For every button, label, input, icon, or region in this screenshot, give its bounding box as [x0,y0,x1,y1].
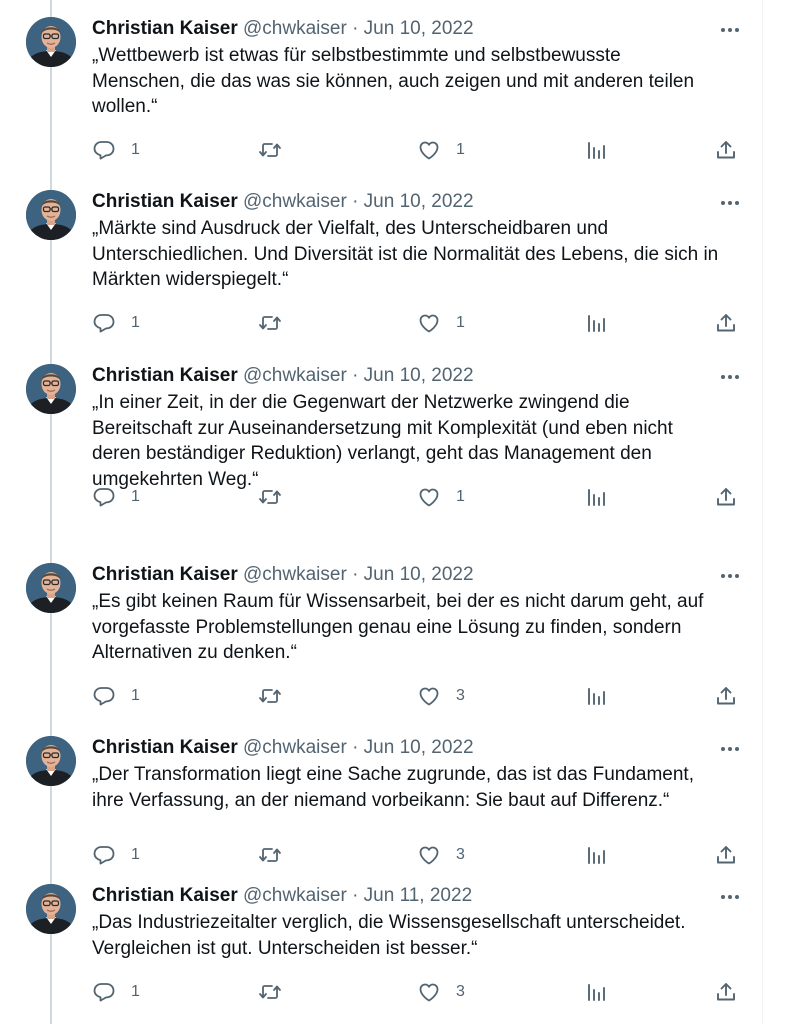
like-button[interactable] [417,485,465,509]
author-name[interactable]: Christian Kaiser [92,191,238,212]
tweet[interactable] [0,546,762,719]
retweet-icon [258,138,282,162]
tweet[interactable] [0,867,762,1024]
share-icon [714,843,738,867]
tweet-text: „In einer Zeit, in der die Gegenwart der Netzwerke zwingend die Bereitschaft zur Auseinandersetzung mit Komplexität (und eben nicht deren beständiger Reduktion) verlangt, geht das Management den umgekehrten Weg.“ [92,392,673,490]
retweet-icon [258,843,282,867]
share-button[interactable] [714,980,738,1004]
analytics-icon [584,485,608,509]
tweet-header [92,16,474,42]
avatar[interactable] [26,17,76,67]
tweet-header [92,189,474,215]
share-icon [714,485,738,509]
more-dots-icon[interactable] [718,887,742,907]
header-separator: · [352,885,359,906]
analytics-icon [584,843,608,867]
reply-icon [92,980,116,1004]
heart-icon [417,311,441,335]
timeline-border [762,0,763,1024]
more-dots-icon[interactable] [718,739,742,759]
avatar[interactable] [26,364,76,414]
analytics-icon [584,311,608,335]
tweet-date[interactable]: Jun 11, 2022 [363,885,473,906]
avatar[interactable] [26,563,76,613]
tweet-text: „Das Industriezeitalter verglich, die Wissensgesellschaft unterscheidet. Vergleichen ist gut. Unterscheiden ist besser.“ [92,912,686,959]
tweet-header [92,735,474,761]
retweet-button[interactable] [258,138,282,162]
retweet-icon [258,311,282,335]
share-icon [714,684,738,708]
share-icon [714,980,738,1004]
tweet[interactable] [0,347,762,546]
author-name[interactable]: Christian Kaiser [92,564,238,585]
tweet-date[interactable]: Jun 10, 2022 [363,191,474,212]
reply-icon [92,485,116,509]
views-button[interactable] [584,684,608,708]
share-icon [714,138,738,162]
like-button[interactable] [417,980,465,1004]
tweet-text: „Es gibt keinen Raum für Wissensarbeit, bei der es nicht darum geht, auf vorgefasste Problemstellungen genau eine Lösung zu finden, sondern Alternativen zu denken.“ [92,591,704,663]
share-button[interactable] [714,485,738,509]
views-button[interactable] [584,311,608,335]
tweet-text: „Wettbewerb ist etwas für selbstbestimmte und selbstbewusste Menschen, die das was sie können, auch zeigen und mit anderen teilen wollen.“ [92,45,695,117]
more-dots-icon[interactable] [718,193,742,213]
like-count: 1 [456,488,465,505]
like-button[interactable] [417,684,465,708]
author-name[interactable]: Christian Kaiser [92,885,238,906]
retweet-button[interactable] [258,843,282,867]
header-separator: · [352,18,359,39]
analytics-icon [584,684,608,708]
like-count: 1 [456,141,465,158]
like-button[interactable] [417,138,465,162]
like-count: 1 [456,314,465,331]
reply-icon [92,684,116,708]
author-handle[interactable]: @chwkaiser [243,885,347,906]
header-separator: · [352,564,359,585]
tweet-text: „Der Transformation liegt eine Sache zugrunde, das ist das Fundament, ihre Verfassung, an der niemand vorbeikann: Sie baut auf Differenz.“ [92,764,694,811]
retweet-button[interactable] [258,311,282,335]
retweet-button[interactable] [258,980,282,1004]
reply-button[interactable] [92,980,140,1004]
tweet-header [92,363,474,389]
author-handle[interactable]: @chwkaiser [243,737,347,758]
reply-count: 1 [131,687,140,704]
heart-icon [417,843,441,867]
retweet-button[interactable] [258,485,282,509]
header-separator: · [352,737,359,758]
like-button[interactable] [417,311,465,335]
reply-count: 1 [131,314,140,331]
tweet-header [92,883,472,909]
author-name[interactable]: Christian Kaiser [92,18,238,39]
avatar[interactable] [26,736,76,786]
avatar[interactable] [26,190,76,240]
heart-icon [417,684,441,708]
retweet-icon [258,980,282,1004]
header-separator: · [352,365,359,386]
heart-icon [417,485,441,509]
tweet-date[interactable]: Jun 10, 2022 [363,564,474,585]
author-handle[interactable]: @chwkaiser [243,191,347,212]
header-separator: · [352,191,359,212]
views-button[interactable] [584,138,608,162]
reply-count: 1 [131,488,140,505]
heart-icon [417,138,441,162]
tweet[interactable] [0,719,762,867]
author-handle[interactable]: @chwkaiser [243,564,347,585]
like-count: 3 [456,846,465,863]
author-handle[interactable]: @chwkaiser [243,365,347,386]
more-dots-icon[interactable] [718,566,742,586]
reply-count: 1 [131,846,140,863]
retweet-icon [258,684,282,708]
avatar[interactable] [26,884,76,934]
reply-button[interactable] [92,684,140,708]
like-button[interactable] [417,843,465,867]
share-icon [714,311,738,335]
share-button[interactable] [714,138,738,162]
reply-button[interactable] [92,138,140,162]
reply-count: 1 [131,983,140,1000]
reply-button[interactable] [92,311,140,335]
tweet-header [92,562,474,588]
more-dots-icon[interactable] [718,367,742,387]
more-dots-icon[interactable] [718,20,742,40]
like-count: 3 [456,687,465,704]
author-name[interactable]: Christian Kaiser [92,737,238,758]
reply-button[interactable] [92,485,140,509]
reply-icon [92,311,116,335]
analytics-icon [584,138,608,162]
tweet[interactable] [0,0,762,173]
share-button[interactable] [714,311,738,335]
share-button[interactable] [714,843,738,867]
views-button[interactable] [584,485,608,509]
analytics-icon [584,980,608,1004]
tweet-date[interactable]: Jun 10, 2022 [363,365,474,386]
retweet-button[interactable] [258,684,282,708]
reply-icon [92,138,116,162]
tweet[interactable] [0,173,762,347]
reply-button[interactable] [92,843,140,867]
reply-count: 1 [131,141,140,158]
heart-icon [417,980,441,1004]
retweet-icon [258,485,282,509]
tweet-date[interactable]: Jun 10, 2022 [363,18,474,39]
share-button[interactable] [714,684,738,708]
tweet-text: „Märkte sind Ausdruck der Vielfalt, des Unterscheidbaren und Unterschiedlichen. Und Diversität ist die Normalität des Lebens, die sich in Märkten widerspiegelt.“ [92,218,719,290]
author-handle[interactable]: @chwkaiser [243,18,347,39]
author-name[interactable]: Christian Kaiser [92,365,238,386]
views-button[interactable] [584,843,608,867]
reply-icon [92,843,116,867]
like-count: 3 [456,983,465,1000]
views-button[interactable] [584,980,608,1004]
tweet-date[interactable]: Jun 10, 2022 [363,737,474,758]
